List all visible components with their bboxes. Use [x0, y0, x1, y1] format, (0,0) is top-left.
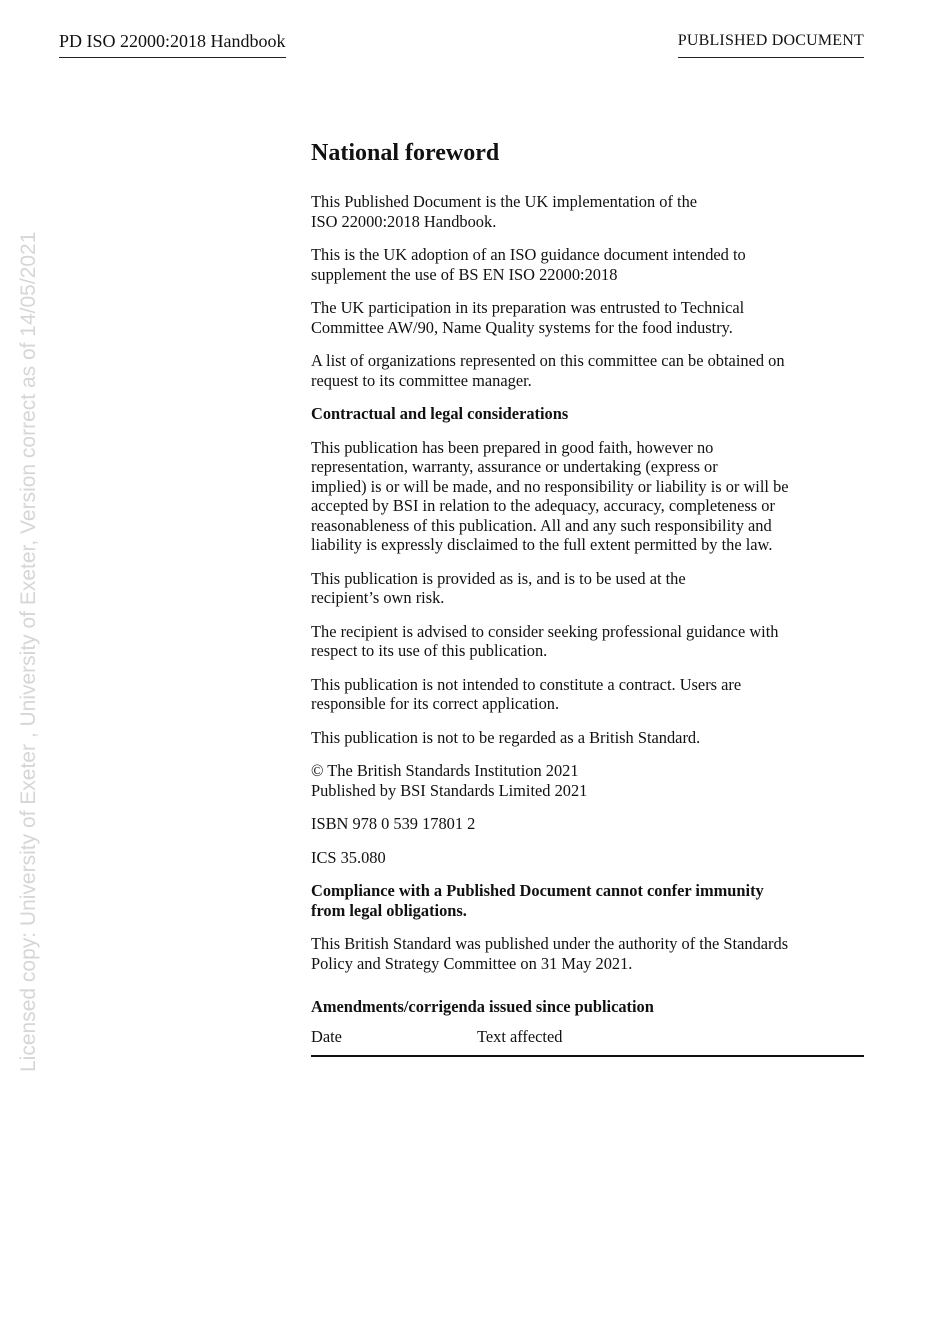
compliance-paragraph: Compliance with a Published Document cannot confer immunity from legal obligations. [311, 881, 764, 920]
not-standard-paragraph: This publication is not to be regarded as a British Standard. [311, 727, 701, 747]
foreword-body [311, 138, 864, 1057]
authority-paragraph: This British Standard was published under the authority of the Standards Policy and Strategy Committee on 31 May 2021. [311, 934, 789, 973]
ics-paragraph: ICS 35.080 [311, 847, 386, 867]
good-faith-paragraph: This publication has been prepared in good faith, however no representation, warranty, assurance or undertaking (express or implied) is or will be made, and no responsibility or liability is or will be accepted by BSI in relation to the adequacy, accuracy, completeness or reasonableness of this publication. All and any such responsibility and liability is expressly disclaimed to the full extent permitted by the law. [311, 437, 789, 554]
copyright-paragraph: © The British Standards Institution 2021 Published by BSI Standards Limited 2021 [311, 761, 588, 800]
intro-paragraph: This Published Document is the UK implementation of the ISO 22000:2018 Handbook. [311, 192, 698, 231]
page-title: National foreword [311, 140, 500, 166]
amendments-table-header [311, 1027, 864, 1058]
organizations-paragraph: A list of organizations represented on this committee can be obtained on request to its committee manager. [311, 351, 785, 390]
committee-paragraph: The UK participation in its preparation was entrusted to Technical Committee AW/90, Name Quality systems for the food industry. [311, 298, 745, 337]
contractual-heading: Contractual and legal considerations [311, 404, 569, 423]
isbn-paragraph: ISBN 978 0 539 17801 2 [311, 814, 476, 833]
running-header-doc-type: PUBLISHED DOCUMENT [678, 30, 864, 58]
adoption-paragraph: This is the UK adoption of an ISO guidance document intended to supplement the use of BS EN ISO 22000:2018 [311, 245, 746, 284]
guidance-paragraph: The recipient is advised to consider seeking professional guidance with respect to its use of this publication. [311, 621, 779, 660]
amendments-date-column: Date [311, 1026, 342, 1046]
contract-paragraph: This publication is not intended to constitute a contract. Users are responsible for its correct application. [311, 674, 742, 713]
running-header-title: PD ISO 22000:2018 Handbook [59, 30, 286, 58]
amendments-heading: Amendments/corrigenda issued since publication [311, 997, 654, 1016]
amendments-text-column: Text affected [477, 1026, 563, 1046]
own-risk-paragraph: This publication is provided as is, and is to be used at the recipient’s own risk. [311, 568, 686, 607]
license-watermark: Licensed copy: University of Exeter , University of Exeter, Version correct as of 14/05/2021 [17, 231, 40, 1072]
